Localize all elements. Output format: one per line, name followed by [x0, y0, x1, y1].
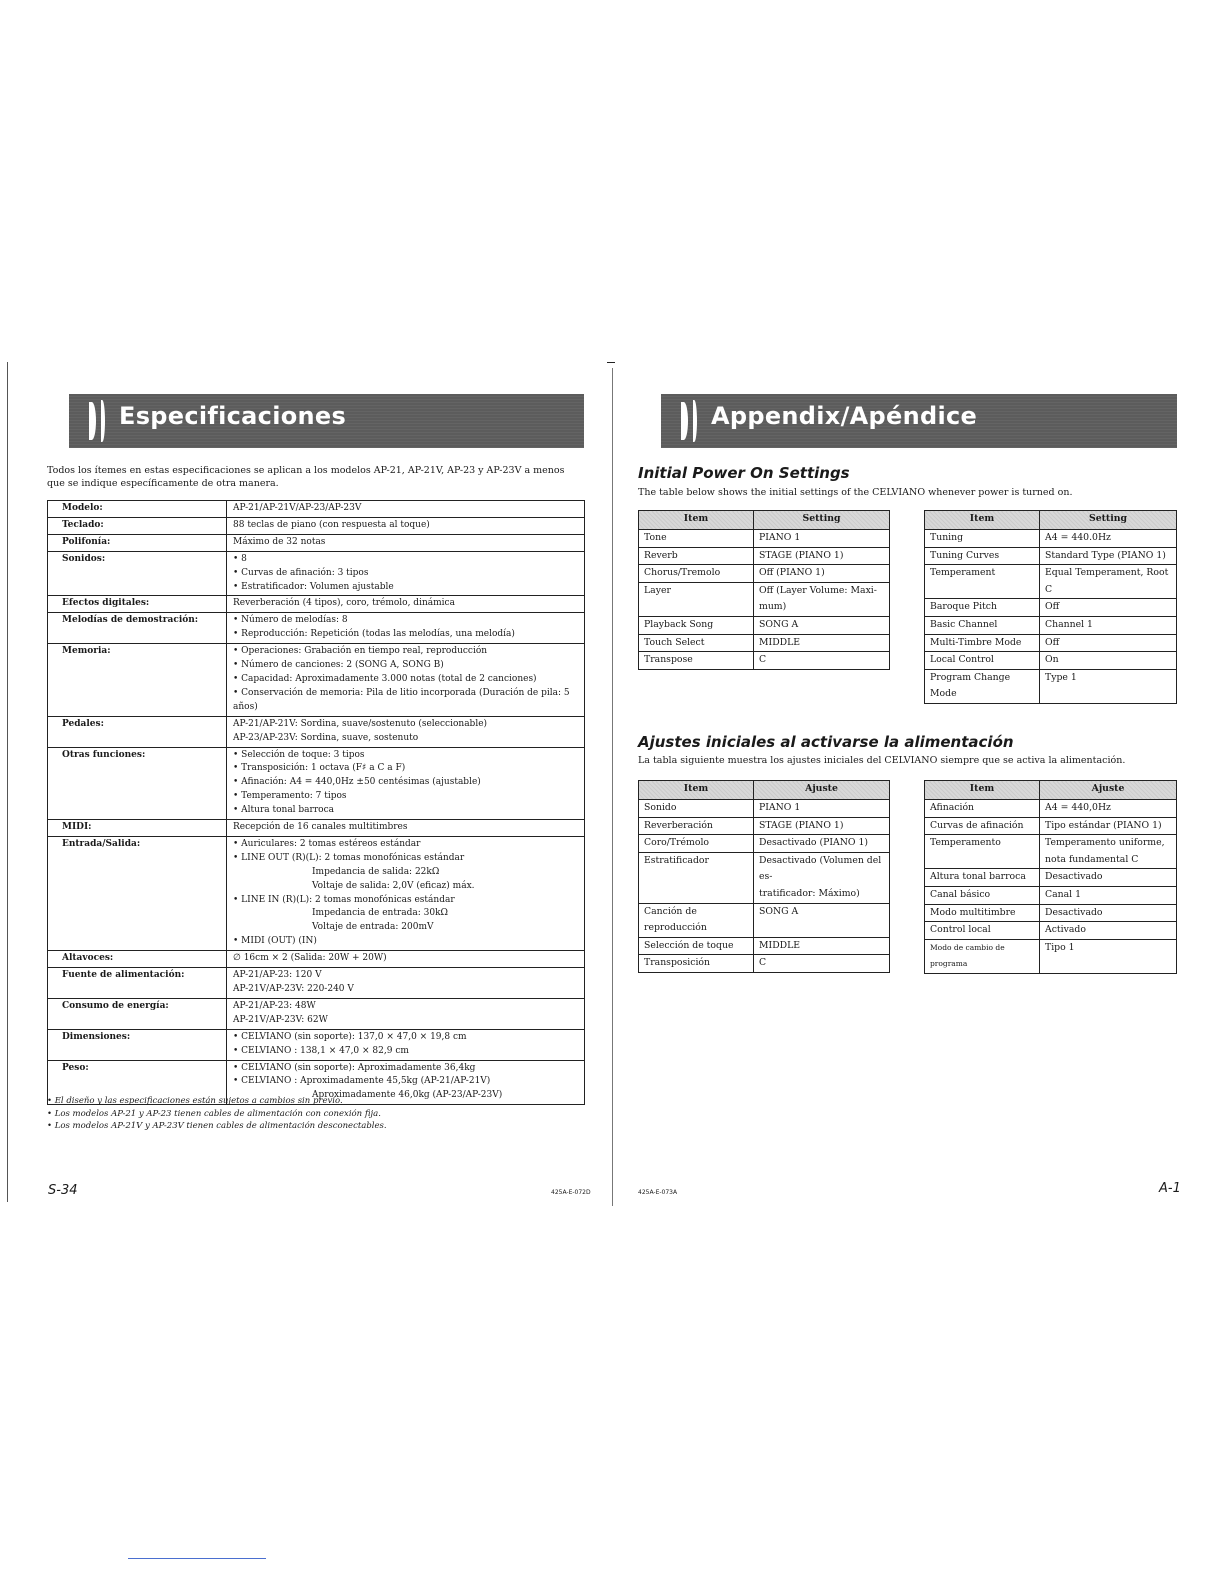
spec-row	[48, 951, 585, 968]
settings-row	[925, 669, 1177, 703]
spec-line: AP-23/AP-23V: Sordina, suave, sostenuto	[233, 732, 419, 743]
spec-line: AP-21/AP-23: 120 V	[233, 970, 322, 981]
spec-row	[48, 596, 585, 613]
spec-line: Voltaje de entrada: 200mV	[312, 922, 434, 933]
settings-value-line: SONG A	[759, 905, 799, 917]
settings-value-line: Activado	[1045, 924, 1086, 936]
settings-row	[639, 652, 890, 670]
spec-row	[48, 747, 585, 820]
spec-label: Consumo de energía:	[48, 998, 227, 1029]
settings-value-line: Desactivado	[1045, 871, 1103, 883]
section-heading-en: Initial Power On Settings	[638, 464, 850, 482]
spec-label: Entrada/Salida:	[48, 836, 227, 950]
right-title-banner	[637, 394, 1177, 448]
settings-value-line: A4 = 440.0Hz	[1045, 532, 1111, 543]
spec-table	[47, 500, 585, 1105]
settings-row	[639, 903, 890, 937]
settings-value-line: MIDDLE	[759, 636, 801, 648]
spec-line: • MIDI (OUT) (IN)	[233, 936, 317, 947]
center-gutter-line	[612, 368, 613, 1206]
spec-row	[48, 534, 585, 551]
settings-row	[925, 922, 1177, 940]
spec-line: • CELVIANO (sin soporte): 137,0 × 47,0 × 19,8 cm	[233, 1031, 467, 1042]
spec-line: Voltaje de salida: 2,0V (eficaz) máx.	[312, 880, 475, 891]
settings-item: Coro/Trémolo	[639, 835, 754, 853]
settings-item: Basic Channel	[925, 616, 1040, 634]
settings-row	[925, 530, 1177, 548]
settings-item: Tuning	[925, 530, 1040, 548]
settings-item: Curvas de afinación	[925, 817, 1040, 835]
settings-item: Temperamento	[925, 835, 1040, 869]
spec-line: AP-21/AP-21V/AP-23/AP-23V	[233, 503, 362, 513]
settings-row	[639, 616, 890, 634]
spec-label: Pedales:	[48, 716, 227, 747]
settings-row	[925, 652, 1177, 670]
spec-line: • Curvas de afinación: 3 tipos	[233, 567, 369, 578]
spec-line: Aproximadamente 46,0kg (AP-23/AP-23V)	[312, 1090, 503, 1101]
settings-row	[639, 582, 890, 616]
spec-line: • 8	[233, 553, 247, 564]
spec-line: • Reproducción: Repetición (todas las melodías, una melodía)	[233, 629, 515, 640]
spec-value	[227, 951, 585, 968]
bottom-blue-line	[128, 1558, 266, 1559]
spec-label: Sonidos:	[48, 551, 227, 596]
settings-item: Touch Select	[639, 634, 754, 652]
settings-value-line: Off	[1045, 636, 1060, 648]
column-header: Setting	[754, 511, 890, 530]
settings-value	[1040, 939, 1177, 973]
spec-line: • Operaciones: Grabación en tiempo real, reproducción	[233, 646, 488, 657]
settings-value	[754, 652, 890, 670]
settings-value-line: mum)	[759, 601, 787, 613]
settings-value	[754, 937, 890, 955]
settings-value-line: SONG A	[759, 618, 799, 630]
settings-item: Canción de reproducción	[639, 903, 754, 937]
settings-row	[639, 937, 890, 955]
settings-value-line: Type 1	[1045, 671, 1077, 683]
intro-text: Todos los ítemes en estas especificaciones se aplican a los modelos AP-21, AP-21V, AP-23 y AP-23V a menos que se indique específicamente de otra manera.	[47, 465, 565, 489]
settings-item: Control local	[925, 922, 1040, 940]
settings-value-line: nota fundamental C	[1045, 853, 1139, 865]
page-number: S-34	[48, 1183, 78, 1198]
settings-value-line: MIDDLE	[759, 939, 801, 951]
settings-value-line: Tipo 1	[1045, 941, 1075, 953]
bracket-stroke	[89, 402, 96, 440]
spec-line: • CELVIANO (sin soporte): Aproximadamente 36,4kg	[233, 1062, 476, 1073]
settings-value	[1040, 652, 1177, 670]
spec-value	[227, 998, 585, 1029]
settings-value	[754, 634, 890, 652]
settings-value-line: tratificador: Máximo)	[759, 887, 860, 899]
spec-row	[48, 517, 585, 534]
settings-row	[925, 869, 1177, 887]
bracket-stroke	[693, 400, 697, 442]
settings-item: Estratificador	[639, 852, 754, 903]
center-crop-tick	[607, 362, 615, 363]
spec-value	[227, 517, 585, 534]
settings-value	[1040, 817, 1177, 835]
column-header: Setting	[1040, 511, 1177, 530]
spec-label: Fuente de alimentación:	[48, 968, 227, 999]
settings-row	[639, 955, 890, 973]
spec-label: Dimensiones:	[48, 1029, 227, 1060]
doc-code: 425A-E-072D	[551, 1189, 591, 1196]
spec-line: Reverberación (4 tipos), coro, trémolo, dinámica	[233, 598, 455, 609]
footnote: • Los modelos AP-21V y AP-23V tienen cables de alimentación desconectables.	[47, 1121, 387, 1131]
settings-value	[1040, 547, 1177, 565]
settings-value-line: Canal 1	[1045, 888, 1082, 900]
spec-line: • Temperamento: 7 tipos	[233, 791, 347, 802]
spec-value	[227, 747, 585, 820]
settings-value-line: On	[1045, 654, 1059, 666]
spec-line: AP-21V/AP-23V: 220-240 V	[233, 984, 354, 994]
settings-item: Modo multitimbre	[925, 904, 1040, 922]
settings-row	[639, 634, 890, 652]
settings-value	[754, 835, 890, 853]
spec-row	[48, 716, 585, 747]
spec-line: • CELVIANO : Aproximadamente 45,5kg (AP-21/AP-21V)	[233, 1076, 491, 1087]
settings-item: Multi-Timbre Mode	[925, 634, 1040, 652]
spec-line: Impedancia de entrada: 30kΩ	[312, 908, 448, 919]
column-header: Item	[925, 781, 1040, 800]
spec-line: AP-21V/AP-23V: 62W	[233, 1014, 328, 1025]
settings-row	[639, 852, 890, 903]
settings-table-es-left	[638, 780, 890, 973]
spec-value	[227, 836, 585, 950]
settings-value	[1040, 922, 1177, 940]
spec-label: Efectos digitales:	[48, 596, 227, 613]
spec-row	[48, 836, 585, 950]
settings-table-es-right	[924, 780, 1177, 974]
settings-value-line: Tipo estándar (PIANO 1)	[1045, 819, 1162, 831]
settings-value	[1040, 530, 1177, 548]
spec-line: • Número de melodías: 8	[233, 615, 348, 626]
settings-row	[639, 565, 890, 583]
spec-line: Recepción de 16 canales multitimbres	[233, 822, 408, 833]
doc-code: 425A-E-073A	[638, 1189, 678, 1196]
settings-item: Transpose	[639, 652, 754, 670]
page-number: A-1	[1159, 1181, 1181, 1196]
settings-item: Afinación	[925, 800, 1040, 818]
spec-line: • Auriculares: 2 tomas estéreos estándar	[233, 838, 421, 849]
spec-line: • LINE OUT (R)(L): 2 tomas monofónicas estándar	[233, 852, 465, 863]
settings-value-line: Equal Temperament, Root C	[1045, 567, 1169, 595]
settings-item: Reverb	[639, 547, 754, 565]
settings-value	[754, 547, 890, 565]
settings-row	[925, 800, 1177, 818]
spec-row	[48, 1029, 585, 1060]
settings-value	[754, 565, 890, 583]
footnotes	[47, 1095, 587, 1133]
spec-value	[227, 596, 585, 613]
settings-value	[1040, 669, 1177, 703]
spec-row	[48, 968, 585, 999]
spec-line: • Número de canciones: 2 (SONG A, SONG B)	[233, 660, 444, 671]
spec-label: MIDI:	[48, 820, 227, 837]
settings-value-line: STAGE (PIANO 1)	[759, 549, 844, 561]
settings-value	[1040, 869, 1177, 887]
settings-value-line: STAGE (PIANO 1)	[759, 819, 844, 831]
settings-row	[639, 800, 890, 818]
spec-value	[227, 968, 585, 999]
left-crop-mark	[7, 362, 8, 1202]
settings-row	[925, 817, 1177, 835]
settings-value	[754, 955, 890, 973]
settings-item: Baroque Pitch	[925, 599, 1040, 617]
spec-line: AP-21/AP-23: 48W	[233, 1000, 316, 1011]
settings-value	[754, 530, 890, 548]
settings-value	[754, 903, 890, 937]
bracket-stroke	[101, 400, 105, 442]
settings-row	[639, 530, 890, 548]
settings-value-line: Desactivado (PIANO 1)	[759, 837, 869, 849]
spec-label: Melodías de demostración:	[48, 613, 227, 644]
settings-value-line: C	[759, 957, 767, 969]
spec-line: • CELVIANO : 138,1 × 47,0 × 82,9 cm	[233, 1045, 409, 1056]
spec-row	[48, 644, 585, 717]
settings-item: Tuning Curves	[925, 547, 1040, 565]
bracket-mark	[637, 394, 661, 448]
left-title-banner	[45, 394, 584, 448]
settings-item: Tone	[639, 530, 754, 548]
settings-item: Temperament	[925, 565, 1040, 599]
column-header: Ajuste	[1040, 781, 1177, 800]
settings-value	[1040, 616, 1177, 634]
section-desc-en: The table below shows the initial settings of the CELVIANO whenever power is turned on.	[638, 487, 1073, 498]
settings-value	[754, 616, 890, 634]
settings-item: Transposición	[639, 955, 754, 973]
spec-line: • Altura tonal barroca	[233, 805, 334, 816]
spec-label: Peso:	[48, 1060, 227, 1105]
spec-label: Modelo:	[48, 501, 227, 518]
settings-row	[925, 939, 1177, 973]
spec-label: Polifonía:	[48, 534, 227, 551]
spec-row	[48, 998, 585, 1029]
settings-row	[925, 634, 1177, 652]
settings-item: Layer	[639, 582, 754, 616]
spec-line: • Conservación de memoria: Pila de litio incorporada (Duración de pila: 5 años)	[233, 687, 570, 712]
column-header: Ajuste	[754, 781, 890, 800]
settings-item: Sonido	[639, 800, 754, 818]
footnote: • Los modelos AP-21 y AP-23 tienen cables de alimentación con conexión fija.	[47, 1108, 381, 1119]
settings-row	[925, 616, 1177, 634]
settings-value	[1040, 904, 1177, 922]
spec-value	[227, 1029, 585, 1060]
settings-value-line: Desactivado	[1045, 906, 1103, 918]
spec-label: Otras funciones:	[48, 747, 227, 820]
settings-value	[754, 800, 890, 818]
bracket-mark	[45, 394, 69, 448]
settings-item: Local Control	[925, 652, 1040, 670]
spec-line: • Transposición: 1 octava (F♯ a C a F)	[233, 763, 406, 774]
settings-value	[1040, 599, 1177, 617]
spec-value	[227, 613, 585, 644]
settings-item: Chorus/Tremolo	[639, 565, 754, 583]
spec-line: • Estratificador: Volumen ajustable	[233, 581, 394, 592]
spec-value	[227, 820, 585, 837]
settings-value	[1040, 886, 1177, 904]
spec-row	[48, 551, 585, 596]
spec-label: Teclado:	[48, 517, 227, 534]
settings-row	[639, 817, 890, 835]
column-header: Item	[925, 511, 1040, 530]
section-heading-es: Ajustes iniciales al activarse la alimentación	[638, 733, 1014, 751]
spec-value	[227, 716, 585, 747]
settings-value	[754, 817, 890, 835]
settings-value-line: A4 = 440,0Hz	[1045, 802, 1111, 813]
settings-value	[1040, 634, 1177, 652]
settings-value-line: Channel 1	[1045, 618, 1093, 630]
settings-value	[754, 852, 890, 903]
spec-line: Impedancia de salida: 22kΩ	[312, 866, 440, 877]
spec-value	[227, 644, 585, 717]
section-desc-es: La tabla siguiente muestra los ajustes iniciales del CELVIANO siempre que se activa la alimentación.	[638, 755, 1126, 766]
spec-line: • Afinación: A4 = 440,0Hz ±50 centésimas (ajustable)	[233, 777, 481, 788]
bracket-stroke	[681, 402, 688, 440]
footnote: • El diseño y las especificaciones están sujetos a cambios sin previo.	[47, 1096, 343, 1106]
spec-line: • LINE IN (R)(L): 2 tomas monofónicas estándar	[233, 894, 455, 905]
spec-line: AP-21/AP-21V: Sordina, suave/sostenuto (seleccionable)	[233, 718, 488, 729]
spec-value	[227, 551, 585, 596]
settings-item: Canal básico	[925, 886, 1040, 904]
spec-value	[227, 534, 585, 551]
settings-value	[1040, 800, 1177, 818]
settings-row	[925, 886, 1177, 904]
settings-row	[925, 904, 1177, 922]
page-title: Especificaciones	[119, 402, 347, 430]
settings-table-en-left	[638, 510, 890, 670]
settings-item: Playback Song	[639, 616, 754, 634]
spec-row	[48, 501, 585, 518]
column-header: Item	[639, 781, 754, 800]
settings-value	[1040, 565, 1177, 599]
settings-value-line: PIANO 1	[759, 802, 801, 813]
settings-row	[925, 547, 1177, 565]
spec-line: 88 teclas de piano (con respuesta al toque)	[233, 519, 430, 530]
settings-item: Program Change Mode	[925, 669, 1040, 703]
settings-value-line: Off	[1045, 601, 1060, 613]
settings-row	[925, 565, 1177, 599]
spec-line: • Capacidad: Aproximadamente 3.000 notas (total de 2 canciones)	[233, 673, 537, 684]
settings-item: Selección de toque	[639, 937, 754, 955]
settings-value-line: PIANO 1	[759, 532, 801, 543]
column-header: Item	[639, 511, 754, 530]
settings-row	[639, 547, 890, 565]
spec-line: • Selección de toque: 3 tipos	[233, 749, 365, 760]
settings-table-en-right	[924, 510, 1177, 704]
settings-value-line: C	[759, 654, 767, 666]
settings-row	[925, 835, 1177, 869]
spec-row	[48, 613, 585, 644]
settings-item: Reverberación	[639, 817, 754, 835]
settings-value-line: Off (Layer Volume: Maxi-	[759, 584, 877, 596]
settings-item: Altura tonal barroca	[925, 869, 1040, 887]
settings-item: Modo de cambio de programa	[925, 939, 1040, 973]
settings-row	[925, 599, 1177, 617]
settings-value-line: Standard Type (PIANO 1)	[1045, 549, 1166, 561]
settings-value-line: Desactivado (Volumen del es-	[759, 854, 882, 883]
settings-value-line: Off (PIANO 1)	[759, 567, 825, 579]
settings-row	[639, 835, 890, 853]
spec-line: ∅ 16cm × 2 (Salida: 20W + 20W)	[233, 953, 387, 964]
spec-label: Memoria:	[48, 644, 227, 717]
spec-value	[227, 501, 585, 518]
spec-row	[48, 820, 585, 837]
settings-value-line: Temperamento uniforme,	[1045, 837, 1165, 849]
spec-line: Máximo de 32 notas	[233, 536, 326, 547]
spec-label: Altavoces:	[48, 951, 227, 968]
page-title: Appendix/Apéndice	[711, 402, 978, 430]
settings-value	[754, 582, 890, 616]
settings-value	[1040, 835, 1177, 869]
